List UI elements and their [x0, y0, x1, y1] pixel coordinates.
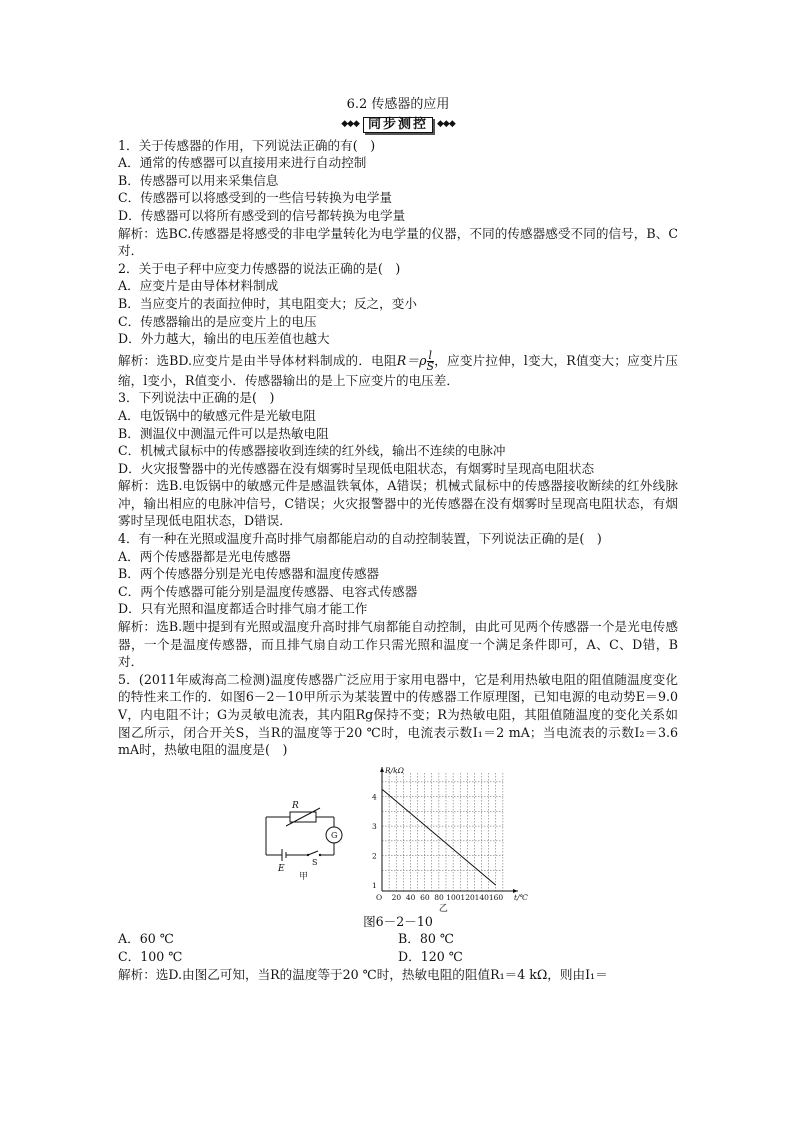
y-axis-arrow [380, 767, 384, 772]
figure-caption: 图6－2－10 [363, 913, 433, 929]
option: B．当应变片的表面拉伸时，其电阻变大；反之，变小 [118, 295, 417, 311]
label-s: S [312, 857, 318, 867]
option: A．60 ℃ [118, 931, 174, 947]
options-row-1 [118, 930, 678, 948]
y-tick-label: 2 [372, 851, 377, 861]
question-stem: 3．下列说法中正确的是( ) [118, 390, 275, 406]
figure-6-2-10 [118, 763, 678, 913]
analysis: 解析：选BC.传感器是将感受的非电学量转化为电学量的仪器，不同的传感器感受不同的信号，B、C对． [118, 225, 678, 259]
x-tick-label: 120 [460, 892, 475, 902]
option: A．两个传感器都是光电传感器 [118, 548, 291, 564]
y-axis-label: R/kΩ [385, 765, 404, 775]
analysis: 解析：选D.由图乙可知，当R的温度等于20 ℃时，热敏电阻的阻值R₁＝4 kΩ，则由I₁＝ [118, 966, 608, 982]
x-axis-label: t/℃ [514, 892, 528, 902]
y-tick-label: 4 [372, 792, 377, 802]
question-stem: 1．关于传感器的作用，下列说法正确的有( ) [118, 137, 376, 153]
banner-deco-right: ◆◆◆ [437, 118, 455, 129]
x-tick-label: 80 [434, 892, 444, 902]
banner-deco-left: ◆◆◆ [341, 118, 359, 129]
option: C．100 ℃ [118, 948, 183, 964]
option: A．通常的传感器可以直接用来进行自动控制 [118, 155, 367, 171]
question-stem: 2．关于电子秤中应变力传感器的说法正确的是( ) [118, 260, 401, 276]
y-tick-label: 3 [372, 821, 377, 831]
question-5 [118, 671, 678, 983]
circuit-diagram [262, 797, 362, 909]
label-r: R [292, 800, 299, 811]
formula-lhs: R＝ρ [396, 352, 427, 368]
banner-label: 同步测控 [363, 117, 433, 133]
analysis: 解析：选B.电饭锅中的敏感元件是感温铁氧体，A错误；机械式鼠标中的传感器接收断续的红外线脉冲，输出相应的电脉冲信号，C错误；火灾报警器中的光传感器在没有烟雾时呈现高电阻状态，有烟雾时呈现低电阻状态，D错误． [118, 478, 678, 529]
option: D．120 ℃ [398, 948, 463, 964]
option: B．传感器可以用来采集信息 [118, 172, 279, 188]
option: B．两个传感器分别是光电传感器和温度传感器 [118, 566, 380, 582]
y-tick-label: 1 [372, 880, 377, 890]
option: C．机械式鼠标中的传感器接收到连续的红外线，输出不连续的电脉冲 [118, 443, 506, 459]
x-tick-label: O [376, 892, 383, 902]
label-e: E [278, 863, 285, 874]
formula-fraction [426, 348, 435, 373]
question-stem: 4．有一种在光照或温度升高时排气扇都能启动的自动控制装置，下列说法正确的是( ) [118, 531, 602, 547]
option: D．外力越大，输出的电压差值也越大 [118, 331, 330, 347]
question-1 [118, 137, 678, 260]
document-page [118, 96, 678, 983]
analysis-part-b: ，应变片拉伸，l变大，R值变大；应变片压缩，l变小，R值变小．传感器输出的是上下应变片的电压差． [118, 352, 679, 388]
x-tick-label: 160 [488, 892, 504, 902]
x-tick-label: 140 [474, 892, 489, 902]
formula-denominator: S [426, 359, 435, 373]
analysis [118, 348, 679, 390]
x-tick-label: 20 [391, 892, 402, 902]
question-2 [118, 260, 678, 390]
x-tick-label: 40 [405, 892, 416, 902]
option: C．传感器输出的是应变片上的电压 [118, 313, 317, 329]
option: A．电饭锅中的敏感元件是光敏电阻 [118, 407, 317, 423]
option: D．传感器可以将所有感受到的信号都转换为电学量 [118, 207, 406, 223]
resistance-temperature-graph [364, 763, 534, 913]
x-tick-label: 60 [420, 892, 430, 902]
switch-blade [308, 851, 318, 855]
x-tick-label: 100 [446, 892, 461, 902]
label-jia: 甲 [299, 871, 309, 882]
label-g: G [331, 830, 338, 840]
question-4 [118, 530, 678, 671]
page-title: 6.2 传感器的应用 [346, 97, 450, 112]
question-3 [118, 389, 678, 530]
option: C．两个传感器可能分别是温度传感器、电容式传感器 [118, 583, 418, 599]
option: D．只有光照和温度都适合时排气扇才能工作 [118, 601, 368, 617]
analysis-part-a: 解析：选BD.应变片是由半导体材料制成的．电阻 [118, 352, 397, 368]
question-stem: 5．(2011年威海高二检测)温度传感器广泛应用于家用电器中，它是利用热敏电阻的阻值随温度变化的特性来工作的．如图6－2－10甲所示为某装置中的传感器工作原理图，已知电源的电动势E＝9.0 V，内电阻不计；G为灵敏电流表，其内阻Rg保持不变；R为热敏电阻，其阻值随温度的变化关系如图乙所示，闭合开关S，当R的温度等于20 ℃时，电流表示数I₁＝2 mA；当电流表的示数I₂＝3.6 mA时，热敏电阻的温度是( ) [118, 671, 678, 758]
options-row-2 [118, 948, 678, 966]
section-banner [118, 116, 678, 134]
label-yi: 乙 [438, 903, 448, 913]
option: C．传感器可以将感受到的一些信号转换为电学量 [118, 190, 393, 206]
option: B．80 ℃ [398, 931, 454, 947]
analysis: 解析：选B.题中提到有光照或温度升高时排气扇都能自动控制，由此可见两个传感器一个是光电传感器，一个是温度传感器，而且排气扇自动工作只需光照和温度一个满足条件即可，A、C、D错，B对． [118, 619, 678, 670]
option: B．测温仪中测温元件可以是热敏电阻 [118, 425, 329, 441]
option: D．火灾报警器中的光传感器在没有烟雾时呈现低电阻状态，有烟雾时呈现高电阻状态 [118, 460, 595, 476]
formula-numerator: l [427, 351, 435, 362]
option: A．应变片是由导体材料制成 [118, 278, 279, 294]
